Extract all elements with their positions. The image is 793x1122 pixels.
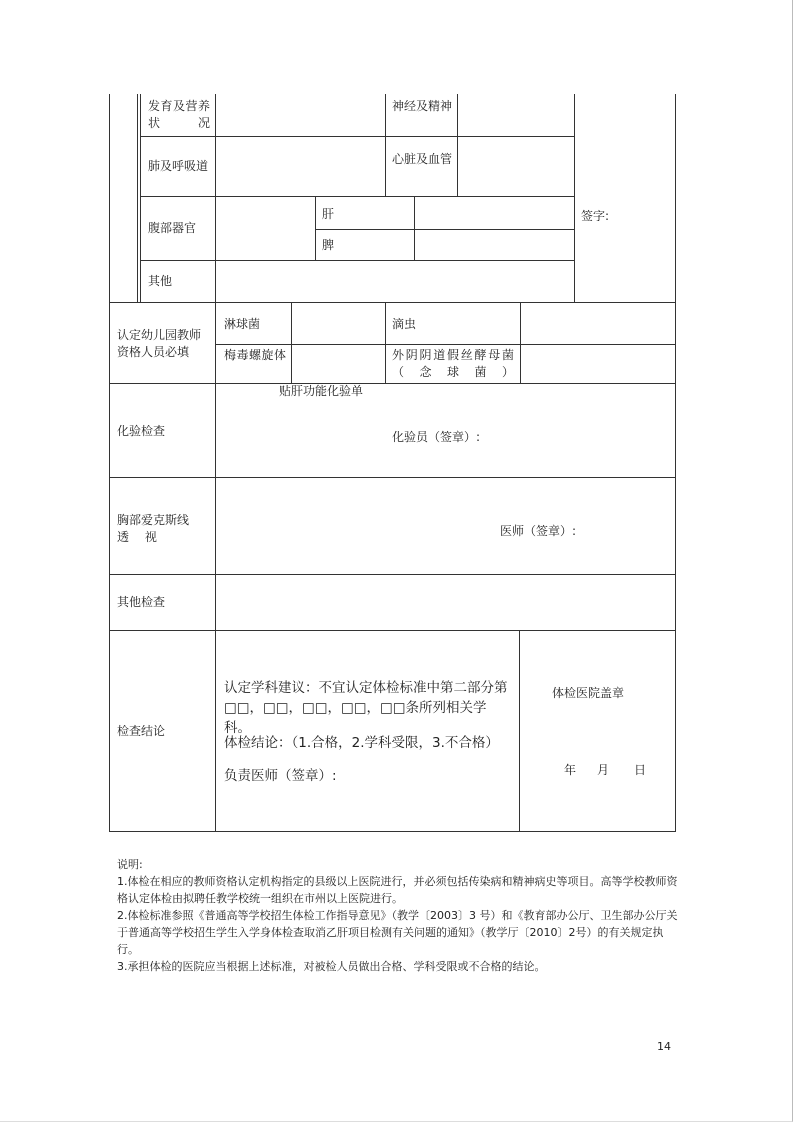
trichomonas-label: 滴虫 [392, 317, 417, 331]
candida-label: 外阴阴道假丝酵母菌（念球菌） [392, 348, 514, 379]
notes-item-3: 3.承担体检的医院应当根据上述标准，对被检人员做出合格、学科受限或不合格的结论。 [117, 960, 546, 973]
xray-signer: 医师（签章）: [500, 524, 577, 538]
exam-result: 体检结论：（1.合格，2.学科受限，3.不合格） [224, 735, 499, 751]
kindergarten-label: 认定幼儿园教师资格人员必填 [117, 328, 202, 359]
notes-title: 说明: [117, 858, 143, 871]
notes-item-1: 1.体检在相应的教师资格认定机构指定的县级以上医院进行，并必须包括传染病和精神病史等项目。高等学校教师资格认定体检由拟聘任教学校统一组织在市州以上医院进行。 [117, 875, 678, 905]
date-day: 日 [634, 763, 647, 777]
doctor-signer: 负责医师（签章）: [224, 768, 337, 784]
xray-label-line1: 胸部爱克斯线 [117, 513, 190, 527]
syphilis-label: 梅毒螺旋体 [224, 348, 286, 362]
lab-note: 贴肝功能化验单 [279, 384, 364, 398]
notes-section [117, 856, 679, 975]
lab-signer: 化验员（签章）: [392, 430, 481, 444]
hospital-seal: 体检医院盖章 [552, 686, 625, 700]
xray-label-line2: 透 视 [117, 530, 157, 544]
date-month: 月 [597, 763, 610, 777]
liver-label: 肝 [322, 207, 335, 221]
lung-label: 肺及呼吸道 [148, 159, 209, 173]
lab-label: 化验检查 [117, 424, 166, 438]
heart-label: 心脏及血管 [392, 152, 453, 166]
notes-item-2: 2.体检标准参照《普通高等学校招生体检工作指导意见》（教学〔2003〕3 号）和《教育部办公厅、卫生部办公厅关于普通高等学校招生学生入学身体检查取消乙肝项目检测有关问题的通知》（教学厅〔2010〕2号）的有关规定执行。 [117, 909, 678, 956]
conclusion-label: 检查结论 [117, 724, 166, 738]
other-label: 其他 [148, 274, 173, 288]
subject-advice: 认定学科建议：不宜认定体检标准中第二部分第□□，□□，□□，□□，□□条所列相关学科。 [224, 680, 508, 736]
other-exam-label: 其他检查 [117, 595, 166, 609]
abdomen-label: 腹部器官 [148, 221, 197, 235]
signature-label: 签字: [581, 209, 610, 223]
gonococcus-label: 淋球菌 [224, 317, 261, 331]
page-number: 14 [657, 1040, 671, 1053]
development-label: 发育及营养状况 [148, 99, 210, 130]
date-year: 年 [564, 763, 577, 777]
nerve-label: 神经及精神 [392, 99, 453, 113]
spleen-label: 脾 [322, 238, 335, 252]
